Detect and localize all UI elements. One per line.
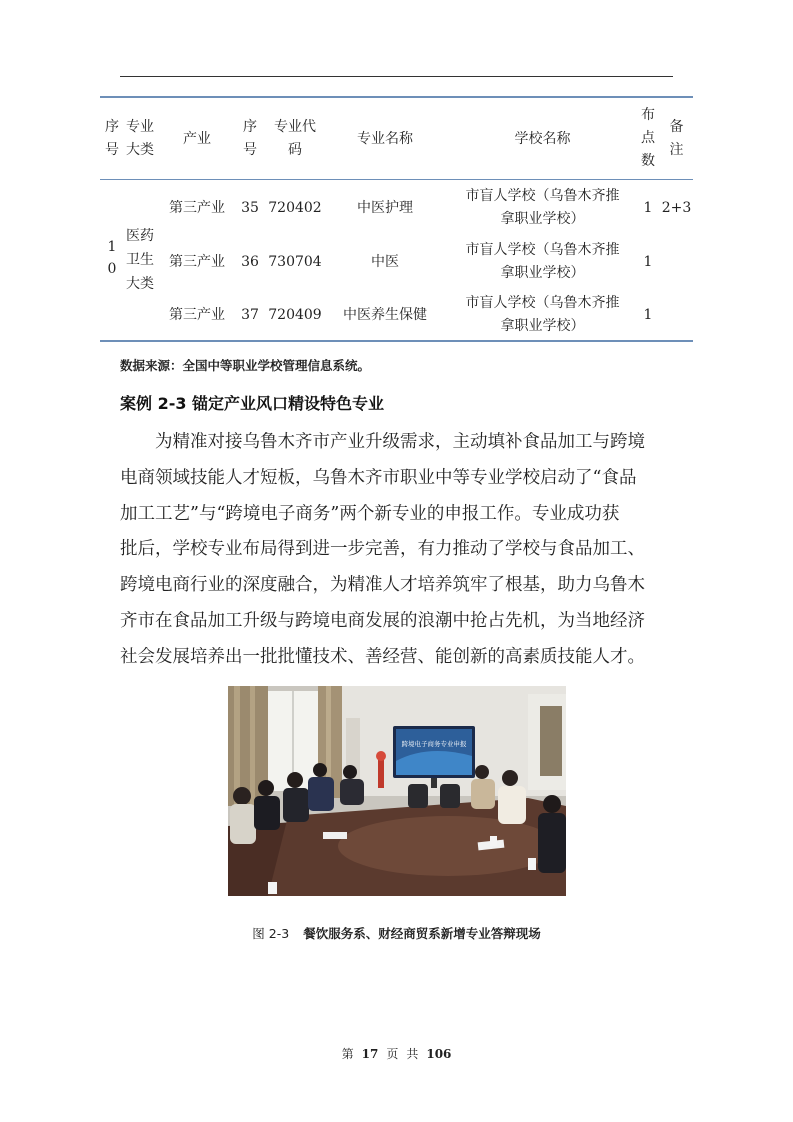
- header-seq2-line: 序: [243, 119, 257, 135]
- group-category: [122, 224, 158, 296]
- row1-school-line: 市盲人学校（乌鲁木齐推: [465, 188, 620, 204]
- row2-points: 1: [643, 254, 653, 270]
- case-title: 案例 2-3 锚定产业风口精设特色专业: [120, 394, 385, 413]
- header-rule: [120, 76, 673, 77]
- group-seq-digit: 1: [107, 239, 117, 255]
- footer-page-unit: 页: [386, 1047, 399, 1061]
- header-category-line: 专业: [126, 119, 154, 135]
- header-code-line: 码: [288, 142, 302, 158]
- footer-total-word: 共: [406, 1047, 419, 1061]
- page-number: 17: [361, 1047, 379, 1061]
- case-paragraph: [120, 425, 675, 676]
- paragraph-line: 批后，学校专业布局得到进一步完善，有力推动了学校与食品加工、: [120, 539, 645, 560]
- row3-points: 1: [643, 307, 653, 323]
- table-bottom-rule: [100, 340, 693, 342]
- total-pages: 106: [426, 1047, 452, 1061]
- header-points-line: 布: [641, 107, 655, 123]
- source-note: 数据来源：全国中等职业学校管理信息系统。: [120, 358, 371, 373]
- row1-code: 720402: [268, 200, 322, 216]
- paragraph-line: 电商领域技能人才短板，乌鲁木齐市职业中等专业学校启动了“食品: [120, 467, 637, 488]
- header-seq-line: 号: [105, 142, 119, 158]
- row3-school-line: 拿职业学校）: [500, 318, 585, 334]
- row2-school: [445, 239, 640, 285]
- header-category: [122, 116, 158, 162]
- table-header-rule: [100, 179, 693, 180]
- row2-school-line: 拿职业学校）: [500, 265, 585, 281]
- row2-school-line: 市盲人学校（乌鲁木齐推: [465, 242, 620, 258]
- group-remark: 2+3: [661, 200, 692, 216]
- row3-seq: 37: [241, 307, 259, 323]
- meeting-photo-illustration: [228, 686, 566, 896]
- paragraph-line: 齐市在食品加工升级与跨境电商发展的浪潮中抢占先机，为当地经济: [120, 610, 645, 631]
- header-code: [264, 116, 326, 162]
- figure-caption: [0, 924, 793, 942]
- header-seq2: [238, 116, 262, 162]
- header-seq-line: 序: [105, 119, 119, 135]
- header-category-line: 大类: [126, 142, 154, 158]
- row1-industry: 第三产业: [169, 200, 225, 216]
- footer-page-word: 第: [341, 1047, 354, 1061]
- row1-points: 1: [643, 200, 653, 216]
- row3-school: [445, 292, 640, 338]
- row3-code: 720409: [268, 307, 322, 323]
- header-code-line: 专业代: [274, 119, 316, 135]
- header-points-line: 数: [641, 153, 655, 169]
- row1-school-line: 拿职业学校）: [500, 211, 585, 227]
- group-category-line: 医药: [126, 228, 154, 244]
- figure-caption-text: 餐饮服务系、财经商贸系新增专业答辩现场: [303, 926, 541, 941]
- group-category-line: 卫生: [126, 252, 154, 268]
- screen-text: 跨境电子商务专业申报: [401, 740, 467, 748]
- row1-seq: 35: [241, 200, 259, 216]
- paragraph-line: 为精准对接乌鲁木齐市产业升级需求，主动填补食品加工与跨境: [120, 432, 645, 452]
- group-category-line: 大类: [126, 276, 154, 292]
- row2-name: 中医: [371, 254, 399, 270]
- row1-name: 中医护理: [357, 200, 413, 216]
- header-seq2-line: 号: [243, 142, 257, 158]
- header-remark: [660, 116, 693, 162]
- row3-school-line: 市盲人学校（乌鲁木齐推: [465, 295, 620, 311]
- header-name: 专业名称: [357, 131, 413, 147]
- group-seq: [102, 236, 122, 280]
- header-industry: 产业: [183, 131, 211, 147]
- row2-seq: 36: [241, 254, 259, 270]
- row3-industry: 第三产业: [169, 307, 225, 323]
- header-school: 学校名称: [514, 131, 571, 147]
- row2-code: 730704: [268, 254, 322, 270]
- paragraph-line: 跨境电商行业的深度融合，为精准人才培养筑牢了根基，助力乌鲁木: [120, 575, 645, 596]
- header-points: [638, 104, 658, 173]
- header-seq: [102, 116, 122, 162]
- row3-name: 中医养生保健: [343, 307, 427, 323]
- group-seq-digit: 0: [107, 261, 117, 277]
- header-remark-line: 注: [669, 142, 684, 158]
- table-top-rule: [100, 96, 693, 98]
- header-points-line: 点: [641, 130, 655, 146]
- meeting-photo: [228, 686, 566, 896]
- figure-number: 图 2-3: [252, 926, 290, 941]
- header-remark-line: 备: [669, 119, 684, 135]
- paragraph-line: 加工工艺”与“跨境电子商务”两个新专业的申报工作。专业成功获: [120, 503, 620, 524]
- page-footer: [0, 1045, 793, 1062]
- row2-industry: 第三产业: [169, 254, 225, 270]
- paragraph-line: 社会发展培养出一批批懂技术、善经营、能创新的高素质技能人才。: [120, 646, 645, 667]
- row1-school: [445, 185, 640, 231]
